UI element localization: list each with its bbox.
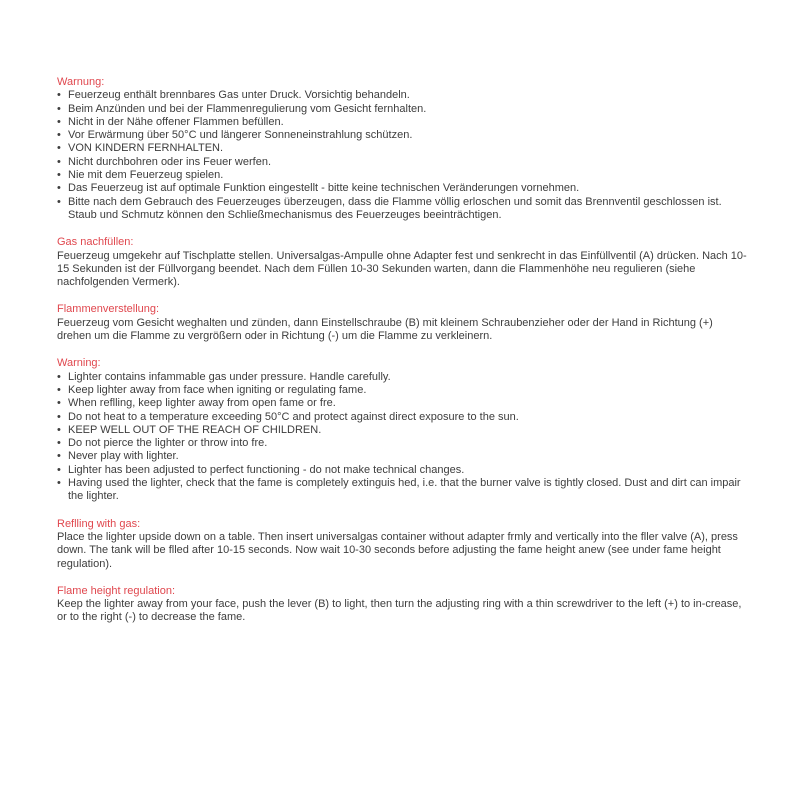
bullet-item: [57, 89, 747, 102]
bullet-marker: •: [57, 102, 61, 115]
bullet-text: Nie mit dem Feuerzeug spielen.: [68, 169, 224, 182]
bullet-item: [57, 116, 747, 129]
bullet-text: Do not heat to a temperature exceeding 50°C and protect against direct exposure to the sun.: [68, 410, 519, 423]
section-paragraph: Feuerzeug vom Gesicht weghalten und zünden, dann Einstellschraube (B) mit kleinem Schraubenzieher oder der Hand in Richtung (+) drehen um die Flamme zu vergrößern oder in Richtung (-) um die Flamme zu verkleinern.: [57, 316, 713, 343]
bullet-item: [57, 182, 747, 195]
bullet-marker: •: [57, 182, 61, 195]
bullet-text: Bitte nach dem Gebrauch des Feuerzeuges überzeugen, dass die Flamme völlig erloschen und somit das Brennventil geschlossen ist. Staub und Schmutz können den Schließmechanismus des Feuerzeuges beeinträchtigen.: [68, 195, 722, 221]
bullet-text: Nicht in der Nähe offener Flammen befüllen.: [68, 115, 284, 128]
bullet-item: [57, 169, 747, 182]
section-heading: Warnung:: [57, 76, 105, 88]
section-heading: Flammenverstellung:: [57, 303, 160, 316]
bullet-text: Nicht durchbohren oder ins Feuer werfen.: [68, 155, 271, 168]
bullet-item: [57, 196, 747, 223]
bullet-marker: •: [57, 383, 61, 396]
bullet-item: [57, 129, 747, 142]
bullet-item: [57, 397, 747, 410]
bullet-item: [57, 411, 747, 424]
bullet-item: [57, 464, 747, 477]
section-body: [57, 89, 747, 222]
bullet-marker: •: [57, 169, 61, 182]
bullet-marker: •: [57, 115, 61, 128]
bullet-text: Having used the lighter, check that the fame is completely extinguis hed, i.e. that the burner valve is tightly closed. Dust and dirt can impair the lighter.: [68, 477, 741, 503]
bullet-marker: •: [57, 450, 61, 463]
bullet-item: [57, 371, 747, 384]
bullet-item: [57, 156, 747, 169]
bullet-text: Beim Anzünden und bei der Flammenregulierung vom Gesicht fernhalten.: [68, 102, 427, 115]
bullet-text: Never play with lighter.: [68, 450, 179, 463]
section-paragraph: Keep the lighter away from your face, push the lever (B) to light, then turn the adjusting ring with a thin screwdriver to the left (+) to in-crease, or to the right (-) to decrease the fame.: [57, 598, 742, 624]
instruction-section: [57, 76, 747, 222]
section-heading: Reflling with gas:: [57, 517, 141, 530]
instruction-section: [57, 303, 747, 343]
bullet-text: Do not pierce the lighter or throw into fre.: [68, 437, 268, 450]
section-heading: Flame height regulation:: [57, 584, 176, 597]
bullet-item: [57, 477, 747, 504]
bullet-item: [57, 424, 747, 437]
bullet-text: Lighter has been adjusted to perfect functioning - do not make technical changes.: [68, 463, 465, 476]
bullet-text: Lighter contains infammable gas under pressure. Handle carefully.: [68, 370, 391, 383]
bullet-text: Feuerzeug enthält brennbares Gas unter Druck. Vorsichtig behandeln.: [68, 89, 410, 102]
bullet-marker: •: [57, 155, 61, 168]
bullet-item: [57, 437, 747, 450]
bullet-text: VON KINDERN FERNHALTEN.: [68, 142, 224, 155]
section-paragraph: Feuerzeug umgekehr auf Tischplatte stellen. Universalgas-Ampulle ohne Adapter fest und senkrecht in das Einfüllventil (A) drücken. Nach 10-15 Sekunden ist der Füllvorgang beendet. Nach dem Füllen 10-30 Sekunden warten, dann die Flammenhöhe neu regulieren (siehe nachfolgenden Vermerk).: [57, 249, 747, 289]
bullet-marker: •: [57, 370, 61, 383]
bullet-item: [57, 142, 747, 155]
sections: [57, 76, 747, 625]
section-heading: Gas nachfüllen:: [57, 236, 134, 249]
bullet-marker: •: [57, 423, 61, 436]
bullet-marker: •: [57, 463, 61, 476]
bullet-marker: •: [57, 142, 61, 155]
section-body: [57, 317, 747, 344]
section-body: [57, 250, 747, 290]
bullet-marker: •: [57, 129, 61, 142]
instruction-section: [57, 236, 747, 289]
section-body: [57, 531, 747, 571]
bullet-marker: •: [57, 89, 61, 102]
bullet-text: KEEP WELL OUT OF THE REACH OF CHILDREN.: [68, 423, 322, 436]
bullet-text: Vor Erwärmung über 50°C und längerer Sonneneinstrahlung schützen.: [68, 129, 413, 142]
bullet-text: Keep lighter away from face when igniting or regulating fame.: [68, 383, 367, 396]
bullet-marker: •: [57, 437, 61, 450]
section-body: [57, 371, 747, 504]
bullet-text: When reflling, keep lighter away from open fame or fre.: [68, 397, 336, 410]
instruction-section: [57, 357, 747, 503]
bullet-marker: •: [57, 397, 61, 410]
instruction-sheet: [57, 76, 747, 625]
bullet-item: [57, 103, 747, 116]
instruction-section: [57, 585, 747, 625]
bullet-text: Das Feuerzeug ist auf optimale Funktion eingestellt - bitte keine technischen Veränderungen vornehmen.: [68, 182, 580, 195]
section-heading: Warning:: [57, 357, 101, 370]
bullet-item: [57, 450, 747, 463]
bullet-marker: •: [57, 195, 61, 208]
section-body: [57, 598, 747, 625]
section-paragraph: Place the lighter upside down on a table. Then insert universalgas container without adapter frmly and vertically into the fller valve (A), press down. The tank will be flled after 10-15 seconds. Now wait 10-30 seconds before adjusting the fame height anew (see under fame height regulation).: [57, 530, 738, 570]
instruction-section: [57, 518, 747, 571]
bullet-marker: •: [57, 410, 61, 423]
bullet-item: [57, 384, 747, 397]
bullet-marker: •: [57, 477, 61, 490]
